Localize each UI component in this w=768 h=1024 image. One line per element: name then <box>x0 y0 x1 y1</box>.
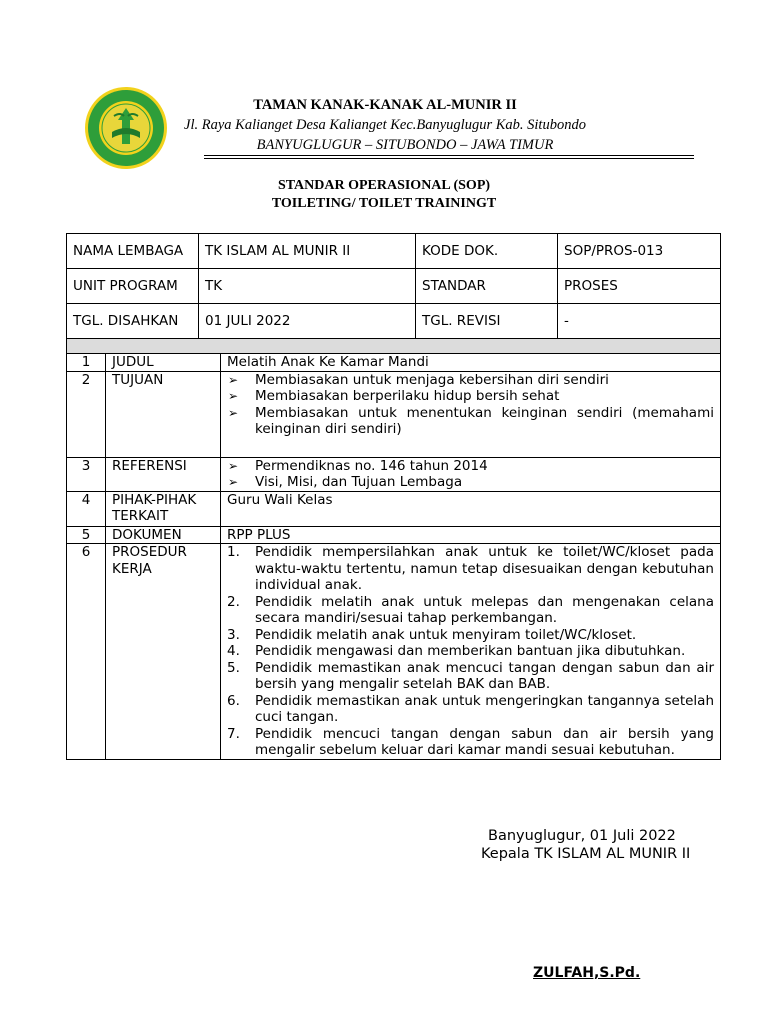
step-number: 7. <box>227 725 240 742</box>
step-number: 5. <box>227 659 240 676</box>
row-label: REFERENSI <box>106 457 221 491</box>
arrow-bullet-icon: ➢ <box>228 389 239 403</box>
info-value: PROSES <box>558 269 721 304</box>
row-label: DOKUMEN <box>106 526 221 544</box>
sop-content-table <box>66 353 721 760</box>
step-text: Pendidik mempersilahkan anak untuk ke toilet/WC/kloset pada waktu-waktu tertentu, namun tetap disesuaikan dengan kebutuhan individual anak. <box>255 544 714 593</box>
row-number: 5 <box>67 526 106 544</box>
doc-title: STANDAR OPERASIONAL (SOP) <box>277 178 491 193</box>
table-row <box>67 526 721 544</box>
row-content: Melatih Anak Ke Kamar Mandi <box>221 354 721 372</box>
info-value: SOP/PROS-013 <box>558 234 721 269</box>
row-label: JUDUL <box>106 354 221 372</box>
row-number: 4 <box>67 491 106 526</box>
school-address: Jl. Raya Kalianget Desa Kalianget Kec.Banyuglugur Kab. Situbondo <box>184 117 586 133</box>
school-name: TAMAN KANAK-KANAK AL-MUNIR II <box>253 97 517 113</box>
step-number: 2. <box>227 593 240 610</box>
info-value: 01 JULI 2022 <box>199 304 416 339</box>
step-number: 4. <box>227 643 240 659</box>
step-text: Pendidik memastikan anak untuk mengeringkan tangannya setelah cuci tangan. <box>255 692 714 725</box>
list-item-text: Membiasakan untuk menentukan keinginan sendiri (memahami keinginan diri sendiri) <box>255 404 714 437</box>
info-value: TK ISLAM AL MUNIR II <box>199 234 416 269</box>
info-value: TK <box>199 269 416 304</box>
row-number: 2 <box>67 371 106 457</box>
school-region: BANYUGLUGUR – SITUBONDO – JAWA TIMUR <box>256 137 554 153</box>
list-item-text: Membiasakan untuk menjaga kebersihan diri sendiri <box>255 371 609 388</box>
info-row <box>67 269 721 304</box>
info-row <box>67 304 721 339</box>
list-item <box>227 405 714 438</box>
letterhead-rule <box>204 155 694 156</box>
table-row <box>67 354 721 372</box>
step-text: Pendidik melatih anak untuk menyiram toilet/WC/kloset. <box>255 626 637 643</box>
table-row <box>67 457 721 491</box>
info-value: - <box>558 304 721 339</box>
table-row <box>67 544 721 760</box>
row-content <box>221 457 721 491</box>
info-label: KODE DOK. <box>416 234 558 269</box>
row-number: 3 <box>67 457 106 491</box>
list-item-text: Permendiknas no. 146 tahun 2014 <box>255 457 488 474</box>
row-label: PROSEDUR KERJA <box>106 544 221 760</box>
info-label: TGL. REVISI <box>416 304 558 339</box>
bullet-list <box>227 372 714 438</box>
info-label: STANDAR <box>416 269 558 304</box>
document-info-table <box>66 233 721 354</box>
arrow-bullet-icon: ➢ <box>228 475 239 489</box>
step-text: Pendidik mencuci tangan dengan sabun dan air bersih yang mengalir sebelum keluar dari kamar mandi sesuai kebutuhan. <box>255 725 714 758</box>
place-date: Banyuglugur, 01 Juli 2022 <box>488 828 676 844</box>
list-item <box>227 544 714 594</box>
list-item <box>227 726 714 759</box>
arrow-bullet-icon: ➢ <box>228 372 239 387</box>
row-number: 1 <box>67 354 106 372</box>
step-number: 6. <box>227 692 240 709</box>
list-item-text: Visi, Misi, dan Tujuan Lembaga <box>255 474 463 490</box>
step-text: Pendidik melatih anak untuk melepas dan mengenakan celana secara mandiri/sesuai tahap perkembangan. <box>255 593 714 626</box>
list-item <box>227 693 714 726</box>
doc-subtitle: TOILETING/ TOILET TRAININGT <box>271 196 497 211</box>
bullet-list <box>227 458 714 491</box>
list-item <box>227 474 714 491</box>
row-content <box>221 371 721 457</box>
row-content: Guru Wali Kelas <box>221 491 721 526</box>
table-row <box>67 371 721 457</box>
info-label: NAMA LEMBAGA <box>67 234 199 269</box>
list-item <box>227 627 714 644</box>
step-number: 1. <box>227 544 240 560</box>
step-text: Pendidik memastikan anak mencuci tangan dengan sabun dan air bersih yang mengalir setelah BAK dan BAB. <box>255 659 714 692</box>
school-seal-logo <box>84 86 168 170</box>
step-text: Pendidik mengawasi dan memberikan bantuan jika dibutuhkan. <box>255 643 686 659</box>
list-item-text: Membiasakan berperilaku hidup bersih sehat <box>255 388 560 404</box>
arrow-bullet-icon: ➢ <box>228 458 239 473</box>
info-label: UNIT PROGRAM <box>67 269 199 304</box>
list-item <box>227 388 714 405</box>
table-row <box>67 491 721 526</box>
list-item <box>227 458 714 475</box>
list-item <box>227 594 714 627</box>
row-content: RPP PLUS <box>221 526 721 544</box>
procedure-list <box>227 544 714 759</box>
separator-row <box>67 339 721 354</box>
info-label: TGL. DISAHKAN <box>67 304 199 339</box>
row-number: 6 <box>67 544 106 760</box>
list-item <box>227 643 714 660</box>
letterhead-rule <box>204 158 694 159</box>
list-item <box>227 660 714 693</box>
row-label: TUJUAN <box>106 371 221 457</box>
signatory-name: ZULFAH,S.Pd. <box>533 965 641 981</box>
row-label: PIHAK-PIHAK TERKAIT <box>106 491 221 526</box>
info-row <box>67 234 721 269</box>
list-item <box>227 372 714 389</box>
signatory-position: Kepala TK ISLAM AL MUNIR II <box>481 846 691 862</box>
step-number: 3. <box>227 626 240 643</box>
arrow-bullet-icon: ➢ <box>228 405 239 420</box>
row-content <box>221 544 721 760</box>
